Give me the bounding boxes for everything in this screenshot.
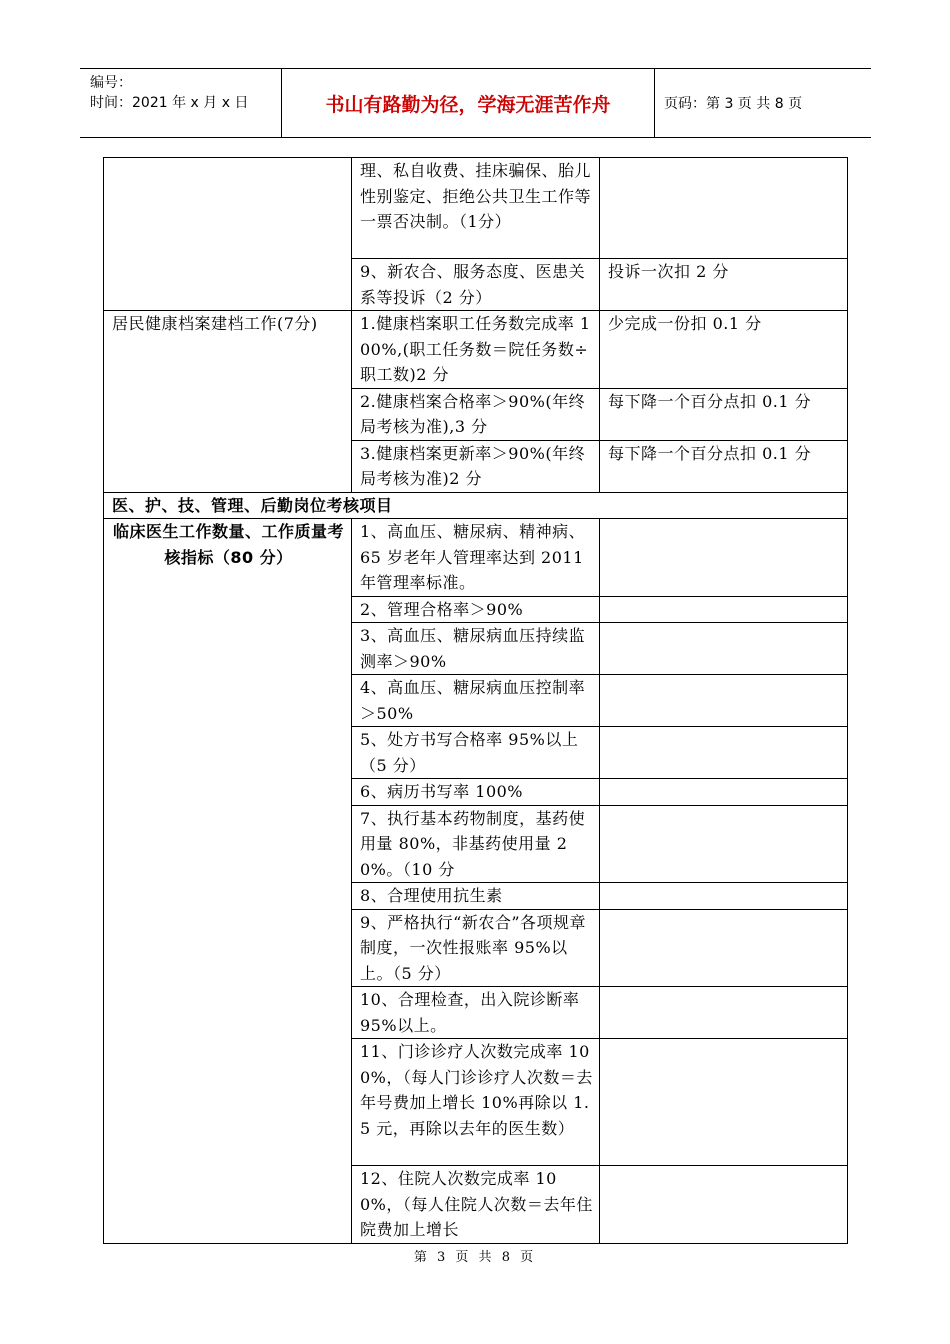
table-cell: 11、门诊诊疗人次数完成率 100%，（每人门诊诊疗人次数＝去年号费加上增长 10%再除以 1.5 元，再除以去年的医生数）: [352, 1039, 600, 1166]
table-cell: 12、住院人次数完成率 100%，（每人住院人次数＝去年住院费加上增长: [352, 1166, 600, 1244]
table-cell: [600, 727, 848, 779]
section-heading: 医、护、技、管理、后勤岗位考核项目: [104, 492, 848, 519]
table-cell: [600, 623, 848, 675]
table-cell: 4、高血压、糖尿病血压控制率＞50%: [352, 675, 600, 727]
table-cell: 1、高血压、糖尿病、精神病、65 岁老年人管理率达到 2011 年管理率标准。: [352, 519, 600, 597]
number-label: 编号：: [90, 75, 132, 91]
table-cell: [600, 675, 848, 727]
table-cell: 1.健康档案职工任务数完成率 100%,(职工任务数＝院任务数÷职工数)2 分: [352, 311, 600, 389]
table-cell: 投诉一次扣 2 分: [600, 259, 848, 311]
table-cell: 9、新农合、服务态度、医患关系等投诉（2 分）: [352, 259, 600, 311]
table-cell: 2.健康档案合格率＞90%(年终局考核为准),3 分: [352, 388, 600, 440]
table-cell: [600, 158, 848, 259]
time-label: 时间：2021 年 x 月 x 日: [90, 95, 249, 111]
table-cell: 5、处方书写合格率 95%以上（5 分）: [352, 727, 600, 779]
header-page-info: 页码：第 3 页 共 8 页: [664, 96, 803, 112]
table-cell: 8、合理使用抗生素: [352, 883, 600, 910]
table-cell: 2、管理合格率＞90%: [352, 596, 600, 623]
page-header: [80, 68, 871, 138]
table-cell: [600, 519, 848, 597]
table-cell: 居民健康档案建档工作(7分): [104, 311, 352, 493]
table-row: [104, 311, 848, 389]
table-cell: [600, 883, 848, 910]
table-cell: 3.健康档案更新率＞90%(年终局考核为准)2 分: [352, 440, 600, 492]
table-cell: [600, 779, 848, 806]
table-cell: 9、严格执行“新农合”各项规章制度，一次性报账率 95%以上。（5 分）: [352, 909, 600, 987]
table-cell: [104, 158, 352, 311]
clinical-category: 临床医生工作数量、工作质量考核指标（80 分）: [104, 519, 352, 1244]
table-cell: 10、合理检查，出入院诊断率 95%以上。: [352, 987, 600, 1039]
table-cell: [600, 987, 848, 1039]
table-cell: [600, 909, 848, 987]
table-cell: 少完成一份扣 0.1 分: [600, 311, 848, 389]
header-motto: 书山有路勤为径，学海无涯苦作舟: [282, 69, 655, 137]
table-cell: 理、私自收费、挂床骗保、胎儿性别鉴定、拒绝公共卫生工作等一票否决制。（1分）: [352, 158, 600, 259]
table-cell: [600, 596, 848, 623]
table-cell: [600, 1039, 848, 1166]
page-footer: 第 3 页 共 8 页: [413, 1250, 537, 1265]
table-cell: 每下降一个百分点扣 0.1 分: [600, 388, 848, 440]
header-meta: [80, 69, 282, 137]
table-row: [104, 519, 848, 597]
table-cell: 每下降一个百分点扣 0.1 分: [600, 440, 848, 492]
table-row: [104, 158, 848, 259]
table-cell: [600, 1166, 848, 1244]
table-cell: [600, 805, 848, 883]
table-cell: 3、高血压、糖尿病血压持续监测率＞90%: [352, 623, 600, 675]
table-row: [104, 492, 848, 519]
assessment-table: [103, 157, 848, 1244]
table-cell: 7、执行基本药物制度，基药使用量 80%，非基药使用量 20%。（10 分: [352, 805, 600, 883]
table-cell: 6、病历书写率 100%: [352, 779, 600, 806]
